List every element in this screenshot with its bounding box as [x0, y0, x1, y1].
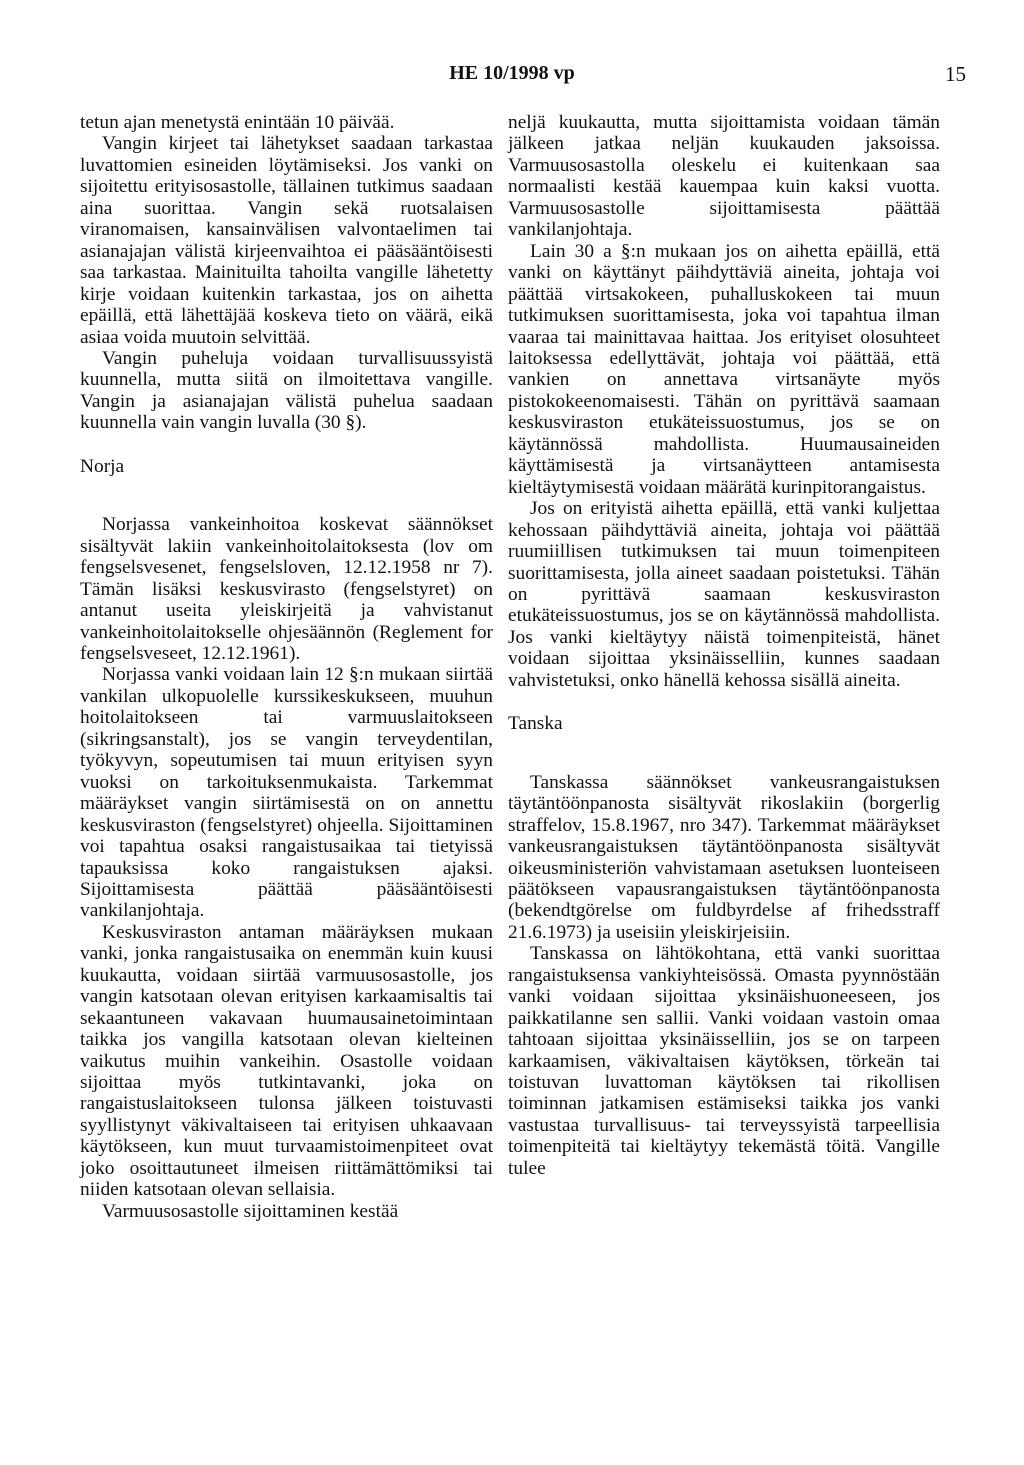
paragraph-continuation: tetun ajan menetystä enintään 10 päivää.: [80, 112, 395, 133]
paragraph-security-duration: Varmuusosastolle sijoittaminen kestää: [102, 1200, 399, 1222]
section-heading-norja: Norja: [80, 455, 125, 477]
paragraph-letters: Vangin kirjeet tai lähetykset saadaan tarkastaa luvattomien esineiden löytämiseksi. Jos vanki on sijoitettu erityisosastolle, tällainen tutkimus saadaan aina suorittaa. Vangin sekä ruotsalaisen viranomaisen, kansainvälisen valvontaelimen tai asianajajan välistä kirjeenvaihtoa ei pääsääntöisesti saa tarkastaa. Mainituilta tahoilta vangille lähetetty kirje voidaan kuitenkin tarkastaa, jos on aihetta epäillä, että lähettäjää koskeva tieto on väärä, eikä asiaa voida muutoin selvittää.: [80, 133, 493, 348]
paragraph-security-ward: Keskusviraston antaman määräyksen mukaan vanki, jonka rangaistusaika on enemmän kuin kuusi kuukautta, voidaan siirtää varmuusosastolle, jos vangin katsotaan olevan erityisen karkaamisaltis tai sekaantuneen vakavaan huumausainetoimintaan taikka jos vangilla katsotaan olevan kielteinen vaikutus muihin vankeihin. Osastolle voidaan sijoittaa myös tutkintavanki, joka on rangaistuslaitokseen tulonsa jälkeen toistuvasti syyllistynyt väkivaltaiseen tai erityisen uhkaavaan käytökseen, kun muut turvaamistoimenpiteet ovat joko osoittautuneet ilmeisen riittämättömiksi tai niiden katsotaan olevan sellaisia.: [80, 921, 493, 1201]
paragraph-norway-transfer: Norjassa vanki voidaan lain 12 §:n mukaan siirtää vankilan ulkopuolelle kurssikeskukseen, muuhun hoitolaitokseen tai varmuuslaitokseen (sikringsanstalt), jos se vangin terveydentilan, työkyvyn, sopeutumisen tai muun erityisen syyn vuoksi on tarkoituksenmukaista. Tarkemmat määräykset vangin siirtämisestä on on annettu keskusviraston (fengselstyret) ohjeella. Sijoittaminen voi tapahtua osaksi rangaistusaikaa tai tietyissä tapauksissa koko rangaistuksen ajaksi. Sijoittamisesta päättää pääsääntöisesti vankilanjohtaja.: [80, 664, 493, 922]
paragraph-phone-calls: Vangin puheluja voidaan turvallisuussyistä kuunnella, mutta siitä on ilmoitettava vangille. Vangin ja asianajajan välistä puhelua saadaan kuunnella vain vangin luvalla (30 §).: [80, 347, 493, 434]
paragraph-continuation-right: neljä kuukautta, mutta sijoittamista voidaan tämän jälkeen jatkaa neljän kuukauden jaksoissa. Varmuusosastolla oleskelu ei kuitenkaan saa normaalisti kestää kauempaa kuin kaksi vuotta. Varmuusosastolle sijoittamisesta päättää vankilanjohtaja.: [508, 112, 940, 241]
paragraph-body-search: Jos on erityistä aihetta epäillä, että vanki kuljettaa kehossaan päihdyttäviä aineita, johtaja voi päättää ruumiillisen tutkimuksen tai muun toimenpiteen suorittamisesta, jolla aineet saadaan poistetuksi. Tähän on pyrittävä saamaan keskusviraston etukäteissuostumus, jos se on käytännössä mahdollista. Jos vanki kieltäytyy näistä toimenpiteistä, hänet voidaan sijoittaa yksinäisselliin, kunnes saadaan vahvistetuksi, onko hänellä kehossa sisällä aineita.: [508, 498, 940, 691]
section-heading-tanska: Tanska: [508, 713, 563, 735]
page-number: 15: [945, 62, 966, 86]
right-column: [508, 112, 940, 1179]
paragraph-denmark-regulations: Tanskassa säännökset vankeusrangaistuksen täytäntöönpanosta sisältyvät rikoslakiin (borgerlig straffelov, 15.8.1967, nro 347). Tarkemmat määräykset vankeusrangaistuksen täytäntöönpanosta sisältyvät oikeusministeriön vahvistamaan asetuksen luonteiseen päätökseen vapausrangaistuksen täytäntöönpanosta (bekendtgörelse om fuldbyrdelse af frihedsstraff 21.6.1973) ja useisiin yleiskirjeisiin.: [508, 771, 940, 943]
paragraph-norway-regulations: Norjassa vankeinhoitoa koskevat säännökset sisältyvät lakiin vankeinhoitolaitoksesta (lov om fengselsvesenet, fengselsloven, 12.12.1958 nr 7). Tämän lisäksi keskusvirasto (fengselstyret) on antanut useita yleiskirjeitä ja vahvistanut vankeinhoitolaitokselle ohjesäännön (Reglement for fengselsveseet, 12.12.1961).: [80, 514, 493, 664]
paragraph-drug-testing: Lain 30 a §:n mukaan jos on aihetta epäillä, että vanki on käyttänyt päihdyttäviä aineita, johtaja voi päättää virtsakokeen, puhalluskokeen tai muun tutkimuksen suorittamisesta, joka voi tapahtua ilman vaaraa tai mainittavaa haittaa. Jos erityiset olosuhteet laitoksessa edellyttävät, johtaja voi päättää, että vankien on annettava virtsanäyte myös pistokokeenomaisesti. Tähän on pyrittävä saamaan keskusviraston etukäteissuostumus, jos se on käytännössä mahdollista. Huumausaineiden käyttämisestä ja virtsanäytteen antamisesta kieltäytymisestä voidaan määrätä kurinpitorangaistus.: [508, 240, 940, 498]
paragraph-denmark-community: Tanskassa on lähtökohtana, että vanki suorittaa rangaistuksensa vankiyhteisössä. Omasta pyynnöstään vanki voidaan sijoittaa yksinäishuoneeseen, jos paikkatilanne sen sallii. Vanki voidaan vastoin omaa tahtoaan sijoittaa yksinäisselliin, jos se on tarpeen karkaamisen, väkivaltaisen käytöksen, törkeän tai toistuvan luvattoman käytöksen tai rikollisen toiminnan jatkamisen estämiseksi taikka jos vanki vastustaa turvallisuus- tai terveyssyistä tarpeellisia toimenpiteitä tai kieltäytyy tekemästä töitä. Vangille tulee: [508, 943, 940, 1179]
document-reference: HE 10/1998 vp: [449, 62, 575, 84]
left-column: [80, 112, 493, 1222]
page-header: [0, 62, 1024, 92]
